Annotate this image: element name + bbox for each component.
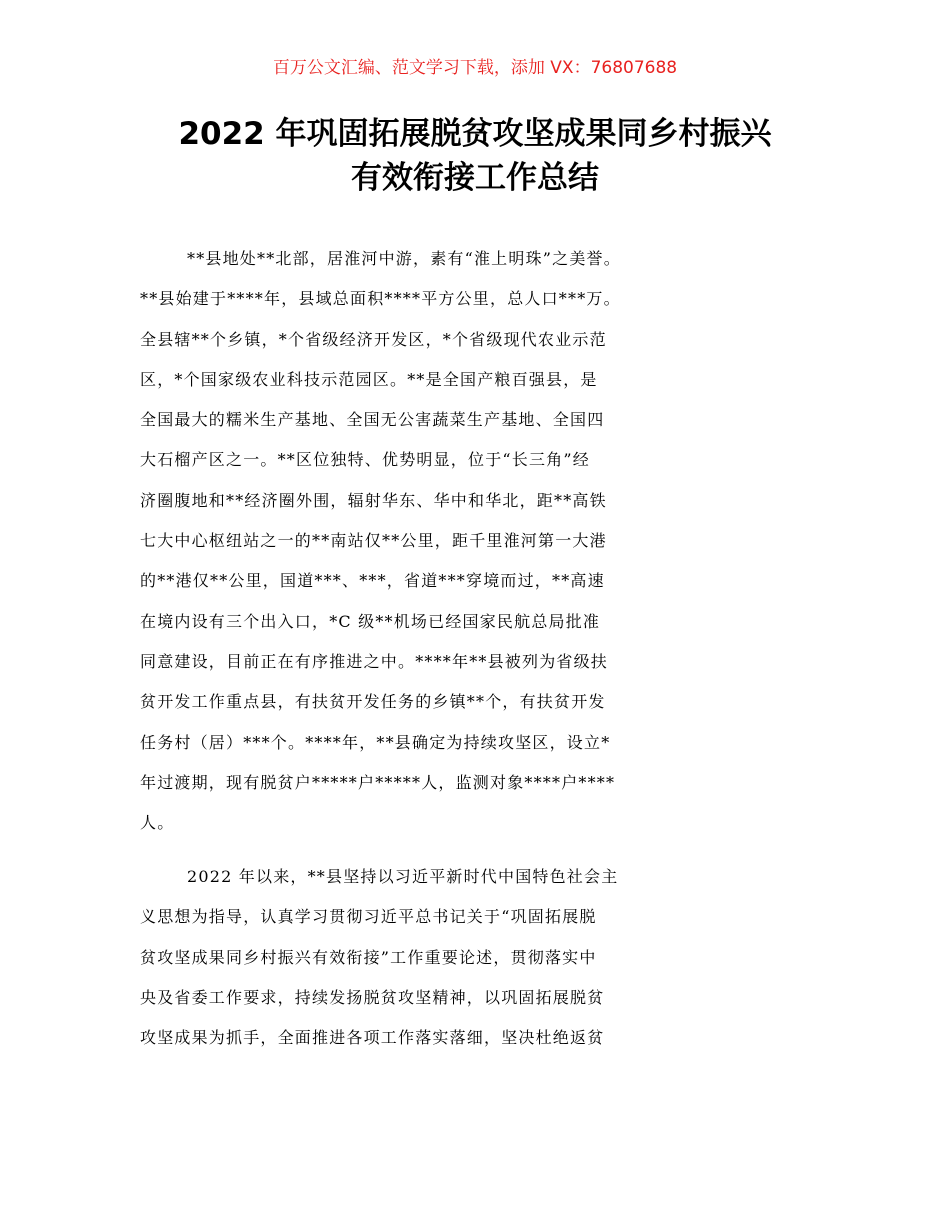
text-line: 同意建设，目前正在有序推进之中。****年**县被列为省级扶 [140,651,609,671]
text-line: 任务村（居）***个。****年，**县确定为持续攻坚区，设立* [140,732,611,752]
text-line: 全县辖**个乡镇，*个省级经济开发区，*个省级现代农业示范 [140,329,607,349]
watermark-header: 百万公文汇编、范文学习下载，添加 VX：76807688 [272,58,678,78]
text-line: 区，*个国家级农业科技示范园区。**是全国产粮百强县，是 [140,369,598,389]
text-line: 的**港仅**公里，国道***、***，省道***穿境而过，**高速 [140,571,605,591]
text-line: 贫开发工作重点县，有扶贫开发任务的乡镇**个，有扶贫开发 [140,692,606,712]
title-line-2: 有效衔接工作总结 [351,160,599,196]
text-line: 年过渡期，现有脱贫户*****户*****人，监测对象****户**** [140,772,616,792]
document-title [0,112,950,200]
text-line: 义思想为指导，认真学习贯彻习近平总书记关于“巩固拓展脱 [140,907,597,927]
paragraph-2 [140,857,618,1058]
text-line: 大石榴产区之一。**区位独特、优势明显，位于“长三角”经 [140,450,590,470]
paragraph-1 [140,239,621,843]
text-line: 七大中心枢纽站之一的**南站仅**公里，距千里淮河第一大港 [140,531,607,551]
text-line: 央及省委工作要求，持续发扬脱贫攻坚精神，以巩固拓展脱贫 [140,987,605,1007]
text-line: 全国最大的糯米生产基地、全国无公害蔬菜生产基地、全国四 [140,410,605,430]
text-line: 贫攻坚成果同乡村振兴有效衔接”工作重要论述，贯彻落实中 [140,947,597,967]
text-line: 在境内设有三个出入口，*C 级**机场已经国家民航总局批准 [140,611,601,631]
text-line: **县始建于****年，县域总面积****平方公里，总人口***万。 [140,289,621,309]
text-line: 攻坚成果为抓手，全面推进各项工作落实落细，坚决杜绝返贫 [140,1028,605,1048]
text-line: 人。 [140,813,175,833]
text-line: 2022 年以来，**县坚持以习近平新时代中国特色社会主 [187,867,619,886]
text-line: **县地处**北部，居淮河中游，素有“淮上明珠”之美誉。 [187,249,621,268]
title-line-1: 2022 年巩固拓展脱贫攻坚成果同乡村振兴 [178,116,772,152]
text-line: 济圈腹地和**经济圈外围，辐射华东、华中和华北，距**高铁 [140,490,607,510]
